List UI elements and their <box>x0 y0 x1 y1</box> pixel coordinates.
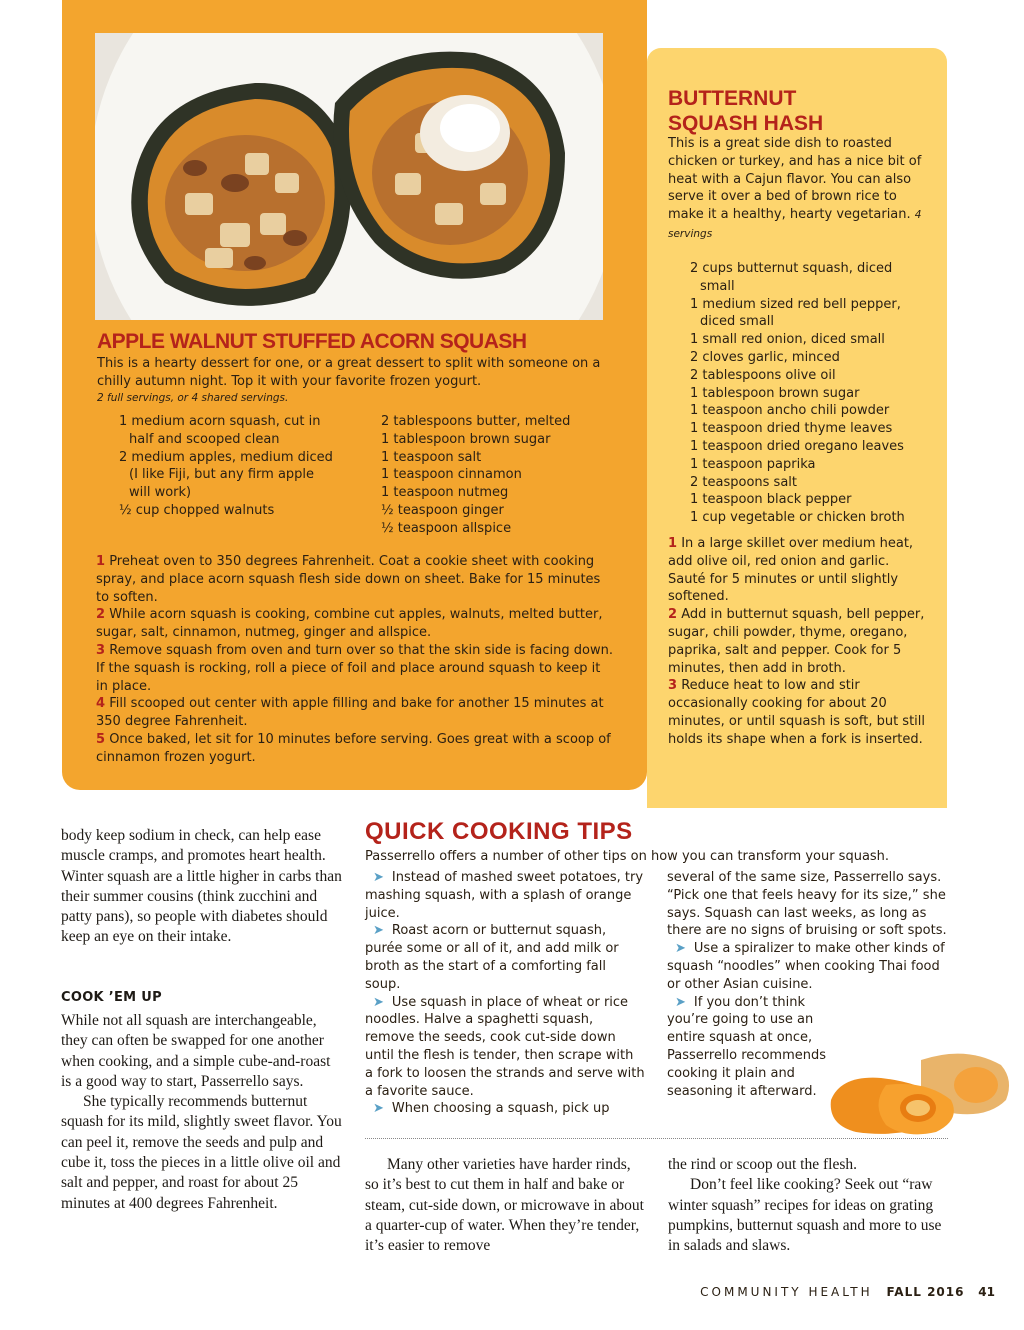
hash-title-line: SQUASH HASH <box>668 112 824 135</box>
recipe-step <box>668 677 930 748</box>
hash-recipe-title <box>668 86 823 136</box>
hash-recipe-intro <box>668 135 923 244</box>
apple-ingredients-right <box>381 413 611 538</box>
tip-text: Roast acorn or butternut squash, purée some or all of it, and add milk or broth as the start of a comforting fall soup. <box>365 923 619 992</box>
step-text: Once baked, let sit for 10 minutes before serving. Goes great with a scoop of cinnamon frozen yogurt. <box>96 731 611 765</box>
article-paragraph: body keep sodium in check, can help ease muscle cramps, and promotes heart health. Winter squash are a little higher in carbs than their summer cousins (think zucchini and patty pans), so people with diabetes should keep an eye on their intake. <box>61 827 342 946</box>
tip-item <box>365 869 645 922</box>
tip-text: Use a spiralizer to make other kinds of squash “noodles” when cooking Thai food or other Asian cuisine. <box>667 941 945 992</box>
article-paragraph: Many other varieties have harder rinds, so it’s best to cut them in half and bake or steam, cut-side down, or microwave in about a quarter-cup of water. When they’re tender, it’s easier to remove <box>365 1156 644 1255</box>
step-text: Fill scooped out center with apple filling and bake for another 15 minutes at 350 degree Fahrenheit. <box>96 696 604 730</box>
arrow-icon: ➤ <box>675 994 686 1010</box>
recipe-step <box>668 535 930 606</box>
ingredient-item: 1 small red onion, diced small <box>690 332 885 348</box>
ingredient-item: ½ teaspoon ginger <box>381 502 504 518</box>
article-column <box>668 1155 950 1256</box>
ingredient-item: ½ cup chopped walnuts <box>119 502 275 518</box>
ingredient-item: 1 teaspoon nutmeg <box>381 485 509 501</box>
article-paragraph: She typically recommends butternut squash for its mild, slightly sweet flavor. You can peel it, remove the seeds and pulp and cube it, toss the pieces in a little olive oil and salt and pepper, and roast for about 25 minutes at 400 degrees Fahrenheit. <box>61 1093 342 1212</box>
step-number: 5 <box>96 731 106 747</box>
tip-text: When choosing a squash, pick up <box>391 1101 610 1117</box>
step-number: 4 <box>96 696 106 712</box>
ingredient-item: 1 teaspoon dried oregano leaves <box>690 438 904 454</box>
ingredient-item: 1 teaspoon ancho chili powder <box>690 403 890 419</box>
step-number: 3 <box>668 678 678 694</box>
step-number: 3 <box>96 642 106 658</box>
step-text: Preheat oven to 350 degrees Fahrenheit. Coat a cookie sheet with cooking spray, and place acorn squash flesh side down on sheet. Bake for 15 minutes to soften. <box>96 554 601 605</box>
hash-ingredients <box>690 260 930 527</box>
section-heading: COOK ’EM UP <box>61 990 162 1005</box>
tips-column-1 <box>365 869 645 1118</box>
tip-text: Instead of mashed sweet potatoes, try mashing squash, with a splash of orange juice. <box>365 870 644 921</box>
magazine-name: COMMUNITY HEALTH <box>700 1285 873 1299</box>
tip-text: If you don’t think you’re going to use an entire squash at once, Passerrello recommends cooking it plain and seasoning it afterward. <box>667 994 826 1099</box>
recipe-step <box>96 695 616 731</box>
recipe-step <box>96 606 616 642</box>
step-text: Reduce heat to low and stir occasionally cooking for about 20 minutes, or until squash is soft, but still holds its shape when a fork is inserted. <box>668 678 926 747</box>
article-paragraph: the rind or scoop out the flesh. <box>668 1156 857 1173</box>
hash-recipe-servings: 4 servings <box>668 209 922 240</box>
ingredient-item: 1 medium sized red bell pepper, diced small <box>690 296 901 330</box>
tips-intro: Passerrello offers a number of other tips on how you can transform your squash. <box>365 849 890 864</box>
step-text: Add in butternut squash, bell pepper, sugar, chili powder, thyme, oregano, paprika, salt and pepper. Cook for 5 minutes, then add in broth. <box>668 607 925 676</box>
issue-label: FALL 2016 <box>886 1285 965 1299</box>
step-number: 1 <box>96 554 106 569</box>
tips-title: QUICK COOKING TIPS <box>365 818 633 845</box>
tip-item <box>667 940 957 993</box>
tip-item <box>365 922 645 993</box>
ingredient-item: 1 teaspoon cinnamon <box>381 467 522 483</box>
butternut-squash-image <box>826 1040 1016 1140</box>
step-number: 2 <box>96 607 106 623</box>
apple-recipe-intro: This is a hearty dessert for one, or a great dessert to split with someone on a chilly autumn night. Top it with your favorite frozen yogurt. <box>97 356 601 389</box>
article-paragraph: While not all squash are interchangeable, they can often be swapped for one another when cooking, and a simple cube-and-roast is a good way to start, Passerrello says. <box>61 1012 331 1090</box>
recipe-step <box>668 606 930 677</box>
ingredient-item: 2 cups butternut squash, diced small <box>690 261 893 294</box>
recipe-step <box>96 553 616 606</box>
tip-item <box>667 994 847 1101</box>
step-text: While acorn squash is cooking, combine cut apples, walnuts, melted butter, sugar, salt, cinnamon, nutmeg, ginger and allspice. <box>96 607 603 641</box>
arrow-icon: ➤ <box>373 923 384 939</box>
ingredient-item: 1 medium acorn squash, cut in half and scooped clean <box>119 414 321 447</box>
recipe-step <box>96 731 616 767</box>
arrow-icon: ➤ <box>373 1101 384 1117</box>
article-column <box>61 1011 343 1214</box>
tip-text: several of the same size, Passerrello says. “Pick one that feels heavy for its size,” she says. Squash can last weeks, as long as there are no signs of bruising or soft spots. <box>667 870 947 939</box>
recipe-step <box>96 642 616 695</box>
hash-intro-text: This is a great side dish to roasted chicken or turkey, and has a nice bit of heat with a Cajun flavor. You can also serve it over a bed of brown rice to make it a healthy, hearty vegetarian. <box>668 136 922 223</box>
ingredient-item: 2 cloves garlic, minced <box>690 349 840 365</box>
page-number: 41 <box>978 1285 995 1299</box>
apple-ingredients-left <box>119 413 339 520</box>
tip-item <box>365 994 645 1101</box>
ingredient-item: 2 teaspoons salt <box>690 474 797 490</box>
ingredient-item: 2 medium apples, medium diced (I like Fiji, but any firm apple will work) <box>119 449 333 501</box>
ingredient-item: ½ teaspoon allspice <box>381 520 512 536</box>
ingredient-item: 1 cup vegetable or chicken broth <box>690 510 905 526</box>
page-footer <box>0 1285 995 1299</box>
ingredient-item: 1 teaspoon dried thyme leaves <box>690 421 893 437</box>
hash-recipe-steps <box>668 535 930 749</box>
apple-recipe-servings: 2 full servings, or 4 shared servings. <box>97 392 289 404</box>
arrow-icon: ➤ <box>373 994 384 1010</box>
arrow-icon: ➤ <box>373 870 384 885</box>
apple-recipe-steps <box>96 553 616 767</box>
ingredient-item: 2 tablespoons butter, melted <box>381 414 571 429</box>
article-paragraph: Don’t feel like cooking? Seek out “raw winter squash” recipes for ideas on grating pumpkins, butternut squash and more to use in salads and slaws. <box>668 1176 942 1255</box>
step-text: In a large skillet over medium heat, add olive oil, red onion and garlic. Sauté for 5 minutes or until slightly softened. <box>668 536 914 605</box>
ingredient-item: 2 tablespoons olive oil <box>690 367 836 383</box>
stuffed-acorn-squash-photo <box>95 33 603 320</box>
tip-item <box>365 1100 645 1118</box>
tip-text: Use squash in place of wheat or rice noodles. Halve a spaghetti squash, remove the seeds, cook cut-side down until the flesh is tender, then scrape with a fork to loosen the strands and serve with a favorite sauce. <box>365 994 645 1099</box>
ingredient-item: 1 teaspoon paprika <box>690 456 816 472</box>
ingredient-item: 1 tablespoon brown sugar <box>690 385 860 401</box>
ingredient-item: 1 teaspoon black pepper <box>690 492 852 508</box>
ingredient-item: 1 teaspoon salt <box>381 449 482 465</box>
ingredient-item: 1 tablespoon brown sugar <box>381 431 551 447</box>
step-number: 1 <box>668 536 678 551</box>
hash-title-line: BUTTERNUT <box>668 87 797 110</box>
arrow-icon: ➤ <box>675 941 686 957</box>
apple-recipe-title: APPLE WALNUT STUFFED ACORN SQUASH <box>97 330 527 353</box>
step-text: Remove squash from oven and turn over so that the skin side is facing down. If the squash is rocking, roll a piece of foil and place around squash to keep it in place. <box>96 642 613 694</box>
section-divider <box>365 1138 948 1139</box>
step-number: 2 <box>668 607 678 623</box>
